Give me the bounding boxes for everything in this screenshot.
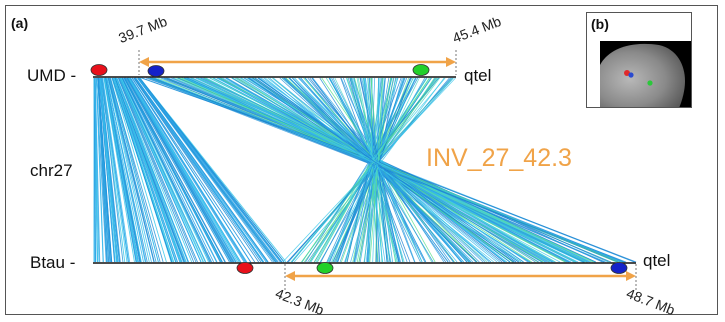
marker-green-top — [413, 65, 429, 76]
marker-blue-bottom — [611, 263, 627, 274]
bottom-range-end-label: 48.7 Mb — [624, 285, 678, 319]
marker-red-bottom — [237, 263, 253, 274]
top-range-start-label: 39.7 Mb — [116, 12, 170, 47]
umd-track-label: UMD - — [27, 66, 77, 85]
bottom-range-arrowhead-right — [626, 271, 636, 281]
marker-green-bottom — [317, 263, 333, 274]
chromosome-label: chr27 — [30, 161, 73, 180]
btau-track-label: Btau - — [30, 253, 76, 272]
inversion-label: INV_27_42.3 — [426, 144, 572, 172]
bottom-range-arrowhead-left — [285, 271, 295, 281]
top-telomere-label: qtel — [464, 66, 492, 85]
top-range-arrowhead-left — [139, 57, 149, 67]
marker-blue-top — [148, 66, 164, 77]
panel-b-label: (b) — [591, 16, 609, 32]
bottom-telomere-label: qtel — [643, 251, 671, 270]
marker-red-top — [91, 65, 107, 76]
top-range-end-label: 45.4 Mb — [450, 12, 504, 47]
panel-a-label: (a) — [11, 15, 29, 31]
bottom-range-start-label: 42.3 Mb — [273, 285, 327, 319]
top-range-arrowhead-right — [446, 57, 456, 67]
